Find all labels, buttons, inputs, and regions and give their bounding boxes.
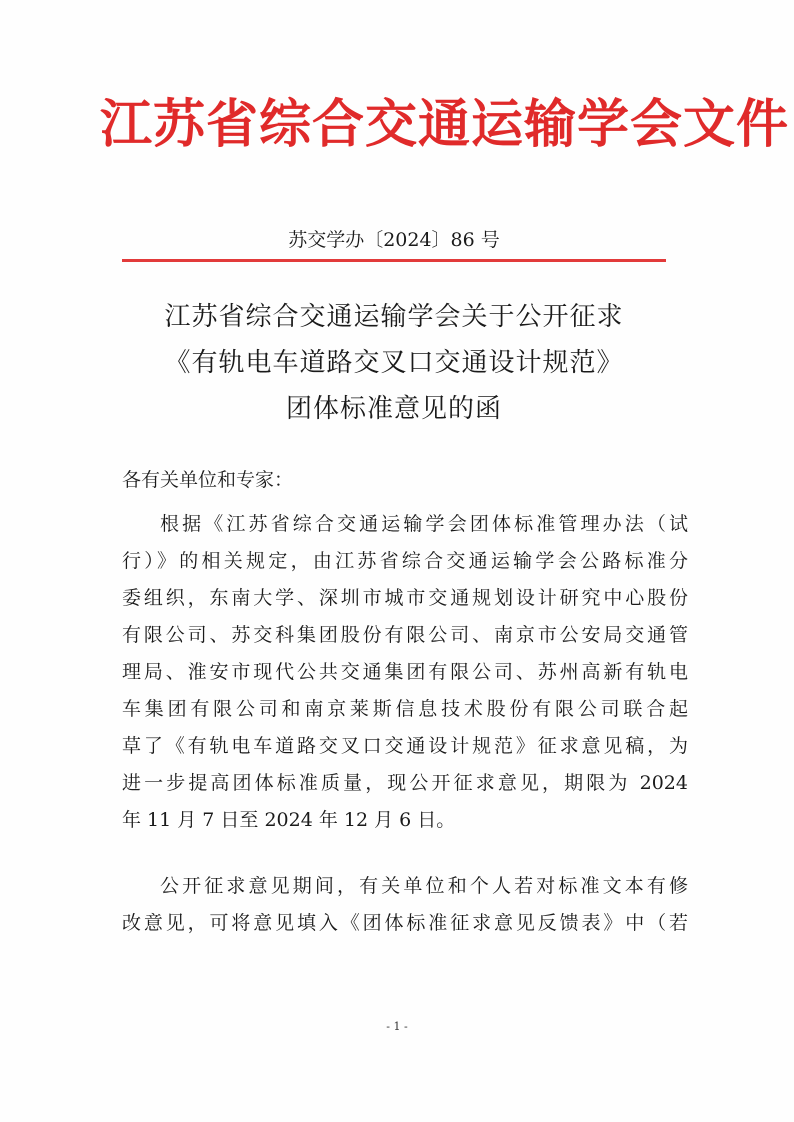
paragraph-line: 行）》的相关规定，由江苏省综合交通运输学会公路标准分: [122, 550, 688, 572]
document-number: 苏交学办〔2024〕86 号: [288, 229, 500, 251]
paragraph-line: 根据《江苏省综合交通运输学会团体标准管理办法（试: [160, 513, 688, 535]
paragraph-line: 草了《有轨电车道路交叉口交通设计规范》征求意见稿，为: [122, 735, 688, 757]
title-line-3: 团体标准意见的函: [285, 394, 502, 424]
paragraph-line: 改意见，可将意见填入《团体标准征求意见反馈表》中（若: [122, 912, 688, 934]
paragraph-line: 进一步提高团体标准质量，现公开征求意见，期限为 2024: [122, 772, 688, 794]
paragraph-1: [122, 506, 688, 839]
paragraph-line: 车集团有限公司和南京莱斯信息技术股份有限公司联合起: [122, 698, 688, 720]
document-title: [100, 294, 688, 432]
red-divider-line: [122, 259, 666, 262]
paragraph-line: 委组织，东南大学、深圳市城市交通规划设计研究中心股份: [122, 587, 688, 609]
org-red-header: 江苏省综合交通运输学会文件: [100, 94, 790, 155]
paragraph-line: 年 11 月 7 日至 2024 年 12 月 6 日。: [122, 809, 456, 831]
page-number: - 1 -: [386, 1020, 408, 1033]
salutation: 各有关单位和专家：: [122, 469, 294, 491]
paragraph-line: 理局、淮安市现代公共交通集团有限公司、苏州高新有轨电: [122, 661, 688, 683]
paragraph-line: 有限公司、苏交科集团股份有限公司、南京市公安局交通管: [122, 624, 688, 646]
paragraph-2: [122, 868, 688, 942]
title-line-2: 《有轨电车道路交叉口交通设计规范》: [164, 348, 624, 378]
title-line-1: 江苏省综合交通运输学会关于公开征求: [164, 302, 624, 332]
paragraph-line: 公开征求意见期间，有关单位和个人若对标准文本有修: [160, 875, 688, 897]
